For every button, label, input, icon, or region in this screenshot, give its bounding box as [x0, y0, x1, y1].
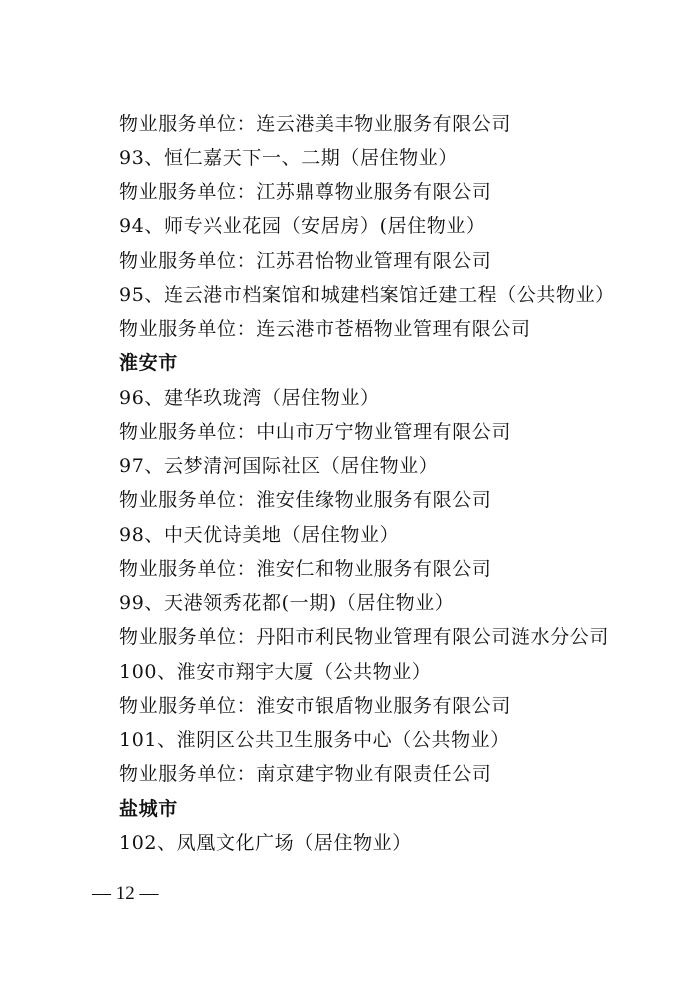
property-entry-98: 98、中天优诗美地（居住物业） [119, 524, 400, 546]
property-service-unit-line: 物业服务单位：淮安佳缘物业服务有限公司 [119, 489, 492, 511]
property-service-unit-line: 物业服务单位：连云港美丰物业服务有限公司 [119, 113, 512, 135]
property-entry-101: 101、淮阴区公共卫生服务中心（公共物业） [119, 729, 510, 751]
property-service-unit-line: 物业服务单位：淮安市银盾物业服务有限公司 [119, 695, 512, 717]
property-entry-97: 97、云梦清河国际社区（居住物业） [119, 455, 439, 477]
property-service-unit-line: 物业服务单位：连云港市苍梧物业管理有限公司 [119, 318, 531, 340]
property-entry-99: 99、天港领秀花都(一期)（居住物业） [119, 592, 455, 614]
property-service-unit-line: 物业服务单位：淮安仁和物业服务有限公司 [119, 558, 492, 580]
property-entry-100: 100、淮安市翔宇大厦（公共物业） [119, 661, 432, 683]
property-service-unit-line: 物业服务单位：南京建宇物业有限责任公司 [119, 763, 492, 785]
property-entry-95: 95、连云港市档案馆和城建档案馆迁建工程（公共物业） [119, 284, 615, 306]
property-service-unit-line: 物业服务单位：丹阳市利民物业管理有限公司涟水分公司 [119, 626, 610, 648]
city-heading-huaian: 淮安市 [119, 352, 178, 374]
property-entry-96: 96、建华玖珑湾（居住物业） [119, 387, 380, 409]
property-service-unit-line: 物业服务单位：江苏君怡物业管理有限公司 [119, 250, 492, 272]
city-heading-yancheng: 盐城市 [119, 798, 178, 820]
property-entry-102: 102、凤凰文化广场（居住物业） [119, 832, 412, 854]
property-entry-94: 94、师专兴业花园（安居房）(居住物业） [119, 215, 486, 237]
property-service-unit-line: 物业服务单位：江苏鼎尊物业服务有限公司 [119, 181, 492, 203]
property-entry-93: 93、恒仁嘉天下一、二期（居住物业） [119, 147, 458, 169]
page-number: — 12 — [92, 883, 159, 904]
property-service-unit-line: 物业服务单位：中山市万宁物业管理有限公司 [119, 421, 512, 443]
